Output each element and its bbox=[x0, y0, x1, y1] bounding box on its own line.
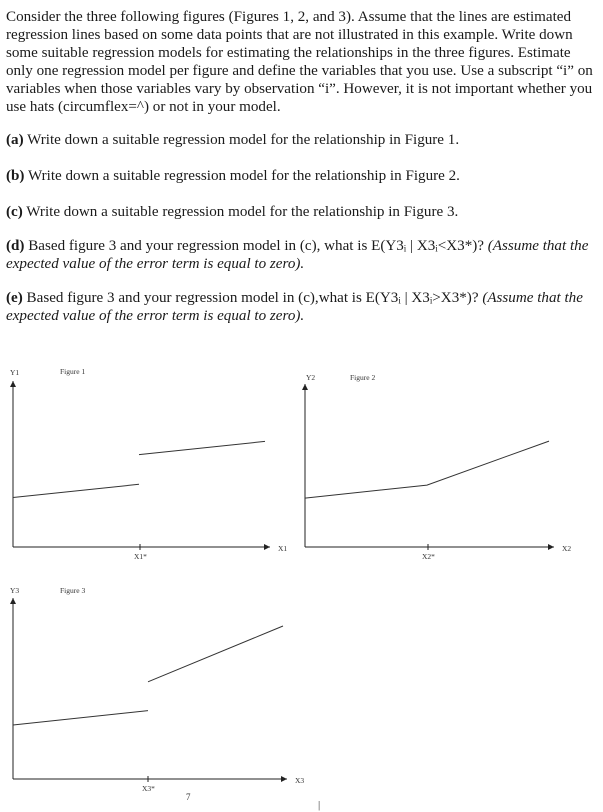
cursor-mark: | bbox=[318, 799, 321, 811]
question-e-text: Based figure 3 and your regression model in (c),what is E(Y3ᵢ | X3ᵢ>X3*)? bbox=[26, 290, 479, 306]
fig2-x-label: X2 bbox=[562, 544, 572, 553]
question-b-label: (b) bbox=[6, 168, 25, 184]
question-e-label: (e) bbox=[6, 290, 23, 306]
question-c-label: (c) bbox=[6, 204, 23, 220]
question-a-text: Write down a suitable regression model for the relationship in Figure 1. bbox=[27, 132, 460, 148]
fig3-series-segment-below bbox=[13, 711, 148, 725]
fig2-x-tick-label: X2* bbox=[422, 552, 435, 561]
question-d-note: (Assume that the expected value of the error term is equal to zero). bbox=[6, 238, 589, 272]
fig1-y-arrow bbox=[10, 381, 16, 387]
question-e-note: (Assume that the expected value of the error term is equal to zero). bbox=[6, 290, 583, 324]
fig1-x-tick-label: X1* bbox=[134, 552, 147, 561]
fig3-title: Figure 3 bbox=[60, 586, 86, 595]
question-b-text: Write down a suitable regression model for the relationship in Figure 2. bbox=[27, 168, 460, 184]
fig3-x-tick-label: X3* bbox=[142, 784, 155, 793]
page-number: 7 bbox=[186, 792, 191, 802]
question-d-label: (d) bbox=[6, 238, 25, 254]
fig2-title: Figure 2 bbox=[350, 373, 376, 382]
fig1-x-label: X1 bbox=[278, 544, 288, 553]
fig1-title: Figure 1 bbox=[60, 367, 86, 376]
fig1-y-label: Y1 bbox=[10, 368, 20, 377]
fig2-y-label: Y2 bbox=[306, 373, 316, 382]
intro-paragraph: Consider the three following figures (Figures 1, 2, and 3). Assume that the lines are estimated regression lines based on some data points that are not illustrated in this example. Write down some suitable regression models for estimating the relationships in the three figures. Estimate only one regression model per figure and define the variables that you use. Use a subscript “i” on variables when those variables vary by observation “i”. However, it is not important whether you use hats (circumflex=^) or not in your model. bbox=[6, 9, 593, 115]
fig1-series-segment-above bbox=[139, 441, 265, 454]
fig1-series-segment-below bbox=[13, 484, 139, 497]
fig2-series-kinked-line bbox=[305, 441, 549, 498]
fig2-x-arrow bbox=[548, 544, 554, 550]
question-a-label: (a) bbox=[6, 132, 24, 148]
fig3-x-arrow bbox=[281, 776, 287, 782]
fig3-x-label: X3 bbox=[295, 776, 305, 785]
question-c-text: Write down a suitable regression model for the relationship in Figure 3. bbox=[26, 204, 459, 220]
question-d-text: Based figure 3 and your regression model in (c), what is E(Y3ᵢ | X3ᵢ<X3*)? bbox=[28, 238, 484, 254]
fig3-y-label: Y3 bbox=[10, 586, 20, 595]
fig2-y-arrow bbox=[302, 384, 308, 390]
fig1-x-arrow bbox=[264, 544, 270, 550]
fig3-series-segment-above bbox=[148, 626, 283, 682]
fig3-y-arrow bbox=[10, 598, 16, 604]
